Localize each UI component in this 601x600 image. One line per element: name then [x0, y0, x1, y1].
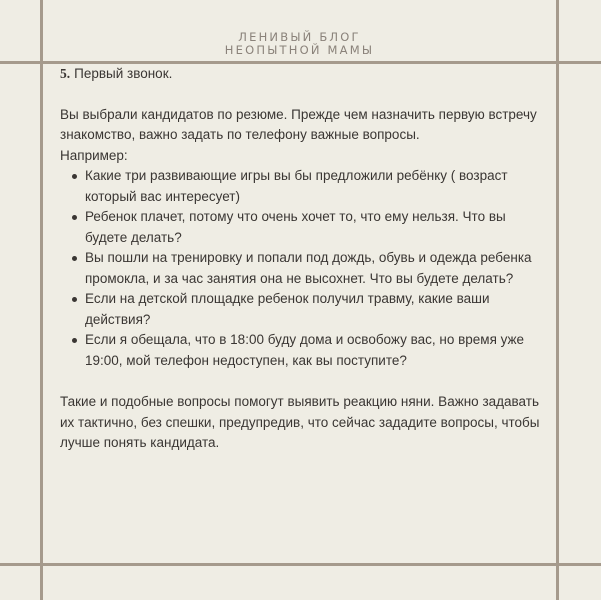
frame-right-line [556, 0, 559, 600]
intro-paragraph: Вы выбрали кандидатов по резюме. Прежде чем назначить первую встречу знакомство, важно задать по телефону важные вопросы. [60, 106, 537, 142]
question-item [60, 330, 540, 371]
bullet-icon [72, 174, 77, 179]
section-title: Первый звонок. [74, 66, 173, 81]
article-content [60, 64, 540, 454]
bullet-icon [72, 338, 77, 343]
question-text: Какие три развивающие игры вы бы предложили ребёнку ( возраст который вас интересует) [85, 168, 508, 204]
frame-left-line [40, 0, 43, 600]
blog-title [43, 31, 556, 57]
closing-paragraph: Такие и подобные вопросы помогут выявить реакцию няни. Важно задавать их тактично, без спешки, предупредив, что сейчас зададите вопросы, чтобы лучше понять кандидата. [60, 394, 540, 450]
question-text: Вы пошли на тренировку и попали под дождь, обувь и одежда ребенка промокла, и за час занятия она не высохнет. Что вы будете делать? [85, 250, 532, 286]
question-item [60, 248, 540, 289]
question-item [60, 289, 540, 330]
question-item [60, 166, 540, 207]
bullet-icon [72, 256, 77, 261]
question-text: Если на детской площадке ребенок получил травму, какие ваши действия? [85, 291, 490, 327]
bullet-icon [72, 215, 77, 220]
example-label: Например: [60, 147, 128, 163]
question-item [60, 207, 540, 248]
question-text: Ребенок плачет, потому что очень хочет то, что ему нельзя. Что вы будете делать? [85, 209, 506, 245]
section-number: 5. [60, 66, 71, 81]
frame-bottom-line [0, 563, 601, 566]
questions-list [60, 166, 540, 371]
section-heading [60, 64, 540, 85]
blog-title-line-1: ЛЕНИВЫЙ БЛОГ [238, 30, 361, 44]
bullet-icon [72, 297, 77, 302]
blog-title-line-2: НЕОПЫТНОЙ МАМЫ [224, 43, 375, 57]
question-text: Если я обещала, что в 18:00 буду дома и освобожу вас, но время уже 19:00, мой телефон недоступен, как вы поступите? [85, 332, 525, 368]
